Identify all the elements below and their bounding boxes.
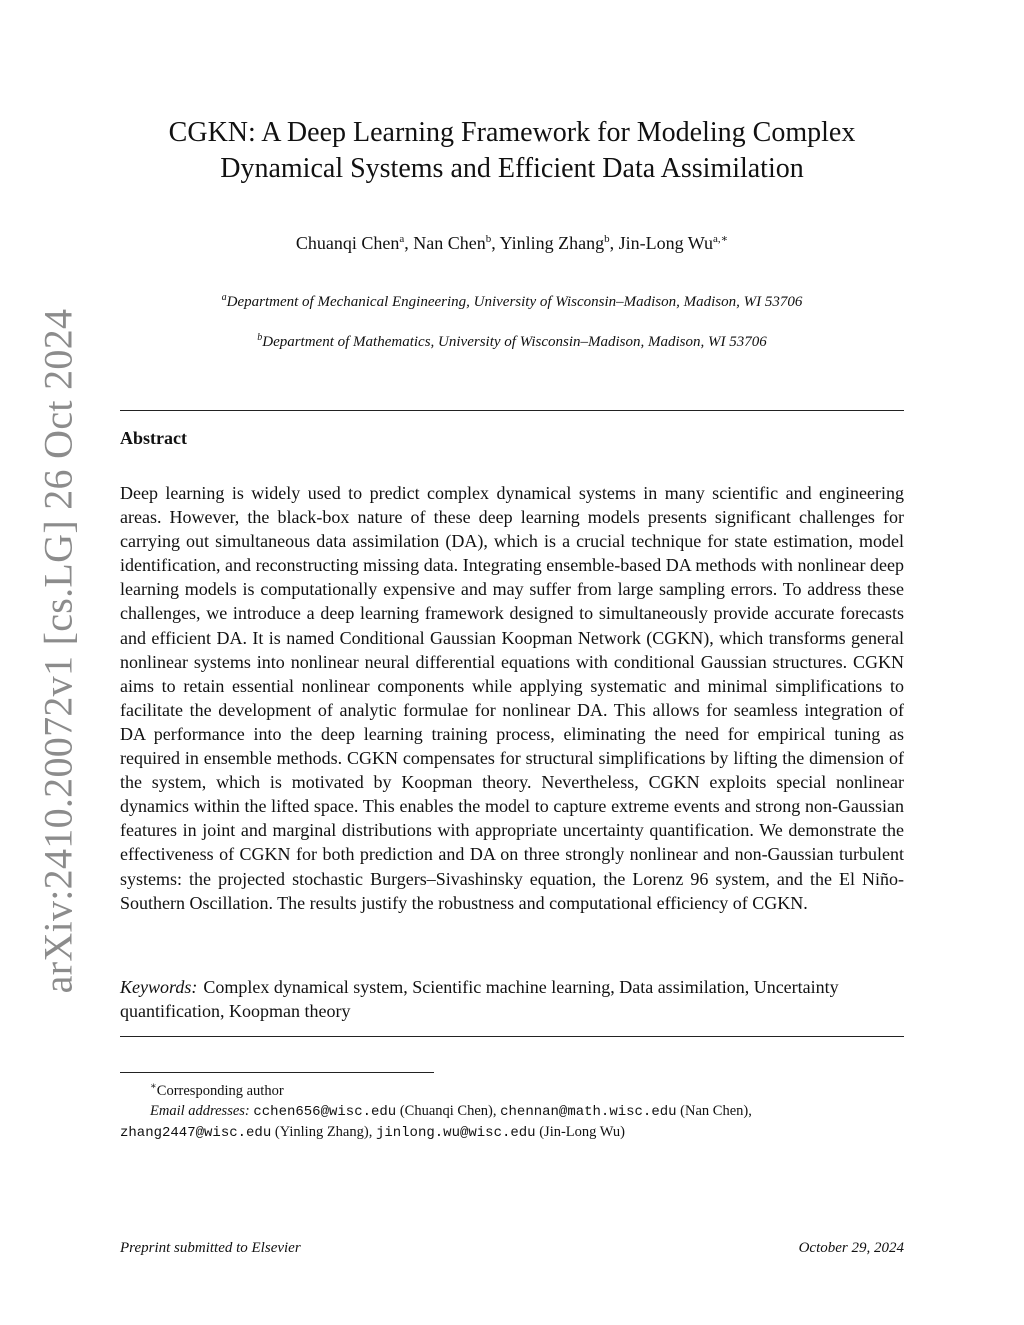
abstract-body: Deep learning is widely used to predict complex dynamical systems in many scientific and engineering areas. However, the black-box nature of these deep learning models presents significant challenges for carrying out simultaneous data assimilation (DA), which is a crucial technique for state estimation, model identification, and reconstructing missing data. Integrating ensemble-based DA methods with nonlinear deep learning models is computationally expensive and may suffer from large sampling errors. To address these challenges, we introduce a deep learning framework designed to simultaneously provide accurate forecasts and efficient DA. It is named Conditional Gaussian Koopman Network (CGKN), which transforms general nonlinear systems into nonlinear neural differential equations with conditional Gaussian structures. CGKN aims to retain essential nonlinear components while applying systematic and minimal simplifications to facilitate the development of analytic formulae for nonlinear DA. This allows for seamless integration of DA performance into the deep learning training process, eliminating the need for empirical tuning as required in ensemble methods. CGKN compensates for structural simplifications by lifting the dimension of the system, which is motivated by Koopman theory. Nevertheless, CGKN exploits special nonlinear dynamics within the lifted space. This enables the model to capture extreme events and strong non-Gaussian features in joint and marginal distributions with appropriate uncertainty quantification. We demonstrate the effectiveness of CGKN for both prediction and DA on three strongly nonlinear and non-Gaussian turbulent systems: the projected stochastic Burgers–Sivashinsky equation, the Lorenz 96 system, and the El Niño-Southern Oscillation. The results justify the robustness and computational efficiency of CGKN.	[120, 483, 904, 913]
abstract-heading: Abstract	[120, 428, 187, 448]
affiliation-b	[120, 332, 904, 351]
author-name: Yinling Zhang	[499, 233, 605, 253]
affiliation-a	[120, 292, 904, 311]
footer-date: October 29, 2024	[798, 1240, 904, 1256]
keywords-text: Complex dynamical system, Scientific machine learning, Data assimilation, Uncertainty quantification, Koopman theory	[120, 977, 839, 1021]
email-owner: (Nan Chen),	[680, 1102, 752, 1119]
divider-bottom	[120, 1036, 904, 1037]
arxiv-identifier: arXiv:2410.20072v1 [cs.LG] 26 Oct 2024	[35, 308, 81, 994]
author-name: Chuanqi Chen	[295, 233, 400, 253]
corresponding-mark: ∗	[150, 1081, 157, 1092]
author-list: Chuanqi Chen$^a$, Nan Chen$^b$, Yinling Zhang$^b$, Jin-Long $Wu^{a,∗}$	[295, 233, 729, 253]
keywords-label: Keywords:	[120, 977, 198, 997]
email-owner: (Chuanqi Chen),	[399, 1102, 497, 1119]
email-owner: (Yinling Zhang),	[274, 1123, 373, 1140]
email-label: Email addresses:	[150, 1102, 250, 1119]
author-name: Jin-Long Wu	[618, 233, 714, 253]
email-link[interactable]: cchen656@wisc.edu	[253, 1103, 397, 1120]
corresponding-author-note	[120, 1077, 904, 1101]
affiliation-mark: a	[221, 292, 227, 303]
footnote-divider	[120, 1072, 434, 1073]
title-line-2: Dynamical Systems and Efficient Data Assimilation	[220, 153, 804, 184]
title-line-1: CGKN: A Deep Learning Framework for Modeling Complex	[168, 117, 856, 148]
footer-preprint-note: Preprint submitted to Elsevier	[120, 1240, 301, 1256]
email-addresses	[120, 1101, 904, 1143]
author-name: Nan Chen	[413, 233, 486, 253]
email-link[interactable]: zhang2447@wisc.edu	[120, 1124, 272, 1141]
divider-top	[120, 410, 904, 411]
footnote	[120, 1077, 904, 1143]
paper-title	[120, 115, 904, 187]
email-link[interactable]: chennan@math.wisc.edu	[500, 1103, 677, 1120]
author-affiliation-mark: a	[399, 233, 405, 245]
corresponding-text: Corresponding author	[156, 1082, 284, 1099]
email-owner: (Jin-Long Wu)	[539, 1123, 625, 1140]
author-affiliation-mark: b	[485, 233, 492, 245]
affiliation-mark: b	[257, 332, 263, 343]
author-affiliation-mark: b	[604, 233, 610, 245]
affiliation-text: Department of Mathematics, University of Wisconsin–Madison, Madison, WI 53706	[262, 334, 767, 350]
affiliation-text: Department of Mechanical Engineering, University of Wisconsin–Madison, Madison, WI 53706	[226, 294, 803, 310]
email-link[interactable]: jinlong.wu@wisc.edu	[375, 1124, 536, 1141]
author-affiliation-mark: a,∗	[713, 233, 729, 245]
keywords	[120, 975, 904, 1023]
